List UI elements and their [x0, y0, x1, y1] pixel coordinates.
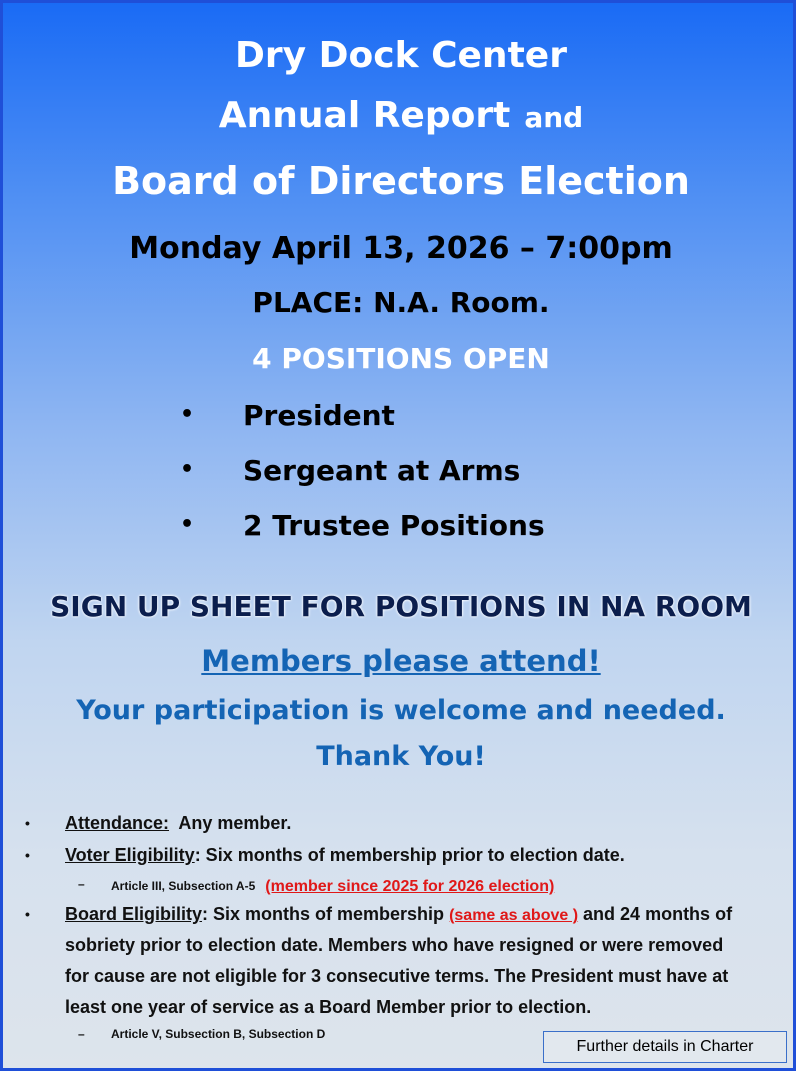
thank-you-text: Thank You!: [316, 741, 486, 772]
voter-member-since-note: (member since 2025 for 2026 election): [265, 878, 555, 895]
further-details-box: Further details in Charter: [543, 1031, 787, 1063]
board-eligibility-line-3: for cause are not eligible for 3 consecutive terms. The President must have at: [65, 966, 729, 986]
positions-open-heading: 4 POSITIONS OPEN: [252, 342, 550, 375]
bullet-icon: •: [180, 457, 195, 482]
event-place: PLACE: N.A. Room.: [252, 286, 550, 319]
bullet-icon: •: [180, 512, 195, 537]
attendance-text: Any member.: [178, 813, 292, 833]
dash-icon: –: [78, 1027, 85, 1041]
dash-icon: –: [78, 877, 85, 891]
voter-eligibility-text: : Six months of membership prior to election date.: [194, 845, 625, 865]
board-eligibility-line-2: sobriety prior to election date. Members who have resigned or were removed: [65, 935, 724, 955]
bullet-icon: •: [25, 906, 30, 922]
voter-eligibility-label: Voter Eligibility: [65, 845, 195, 865]
position-label: President: [243, 399, 395, 432]
members-attend-heading: Members please attend!: [201, 644, 601, 678]
voter-article-text: Article III, Subsection A-5: [111, 879, 256, 893]
bullet-icon: •: [180, 402, 195, 427]
board-eligibility-label: Board Eligibility: [65, 904, 203, 924]
title-annual-report: [3, 95, 796, 136]
position-label: Sergeant at Arms: [243, 454, 521, 487]
attendance-label: Attendance:: [65, 813, 170, 833]
board-eligibility-text-a: : Six months of membership: [202, 904, 445, 924]
participation-text: Your participation is welcome and needed.: [76, 695, 726, 726]
board-eligibility-text-b: and 24 months of: [583, 904, 733, 924]
bullet-icon: •: [25, 847, 30, 863]
board-eligibility-line-4: least one year of service as a Board Member prior to election.: [65, 997, 592, 1017]
and-text: and: [524, 101, 584, 134]
title-election: Board of Directors Election: [112, 159, 690, 203]
bullet-icon: •: [25, 815, 30, 831]
event-date: Monday April 13, 2026 – 7:00pm: [129, 231, 673, 266]
signup-sheet-notice: SIGN UP SHEET FOR POSITIONS IN NA ROOM: [50, 590, 752, 623]
title-center-name: Dry Dock Center: [235, 35, 567, 76]
board-article-text: Article V, Subsection B, Subsection D: [111, 1027, 326, 1041]
position-label: 2 Trustee Positions: [243, 509, 545, 542]
annual-report-text: Annual Report: [218, 95, 511, 136]
board-same-note: (same as above ): [449, 907, 579, 924]
